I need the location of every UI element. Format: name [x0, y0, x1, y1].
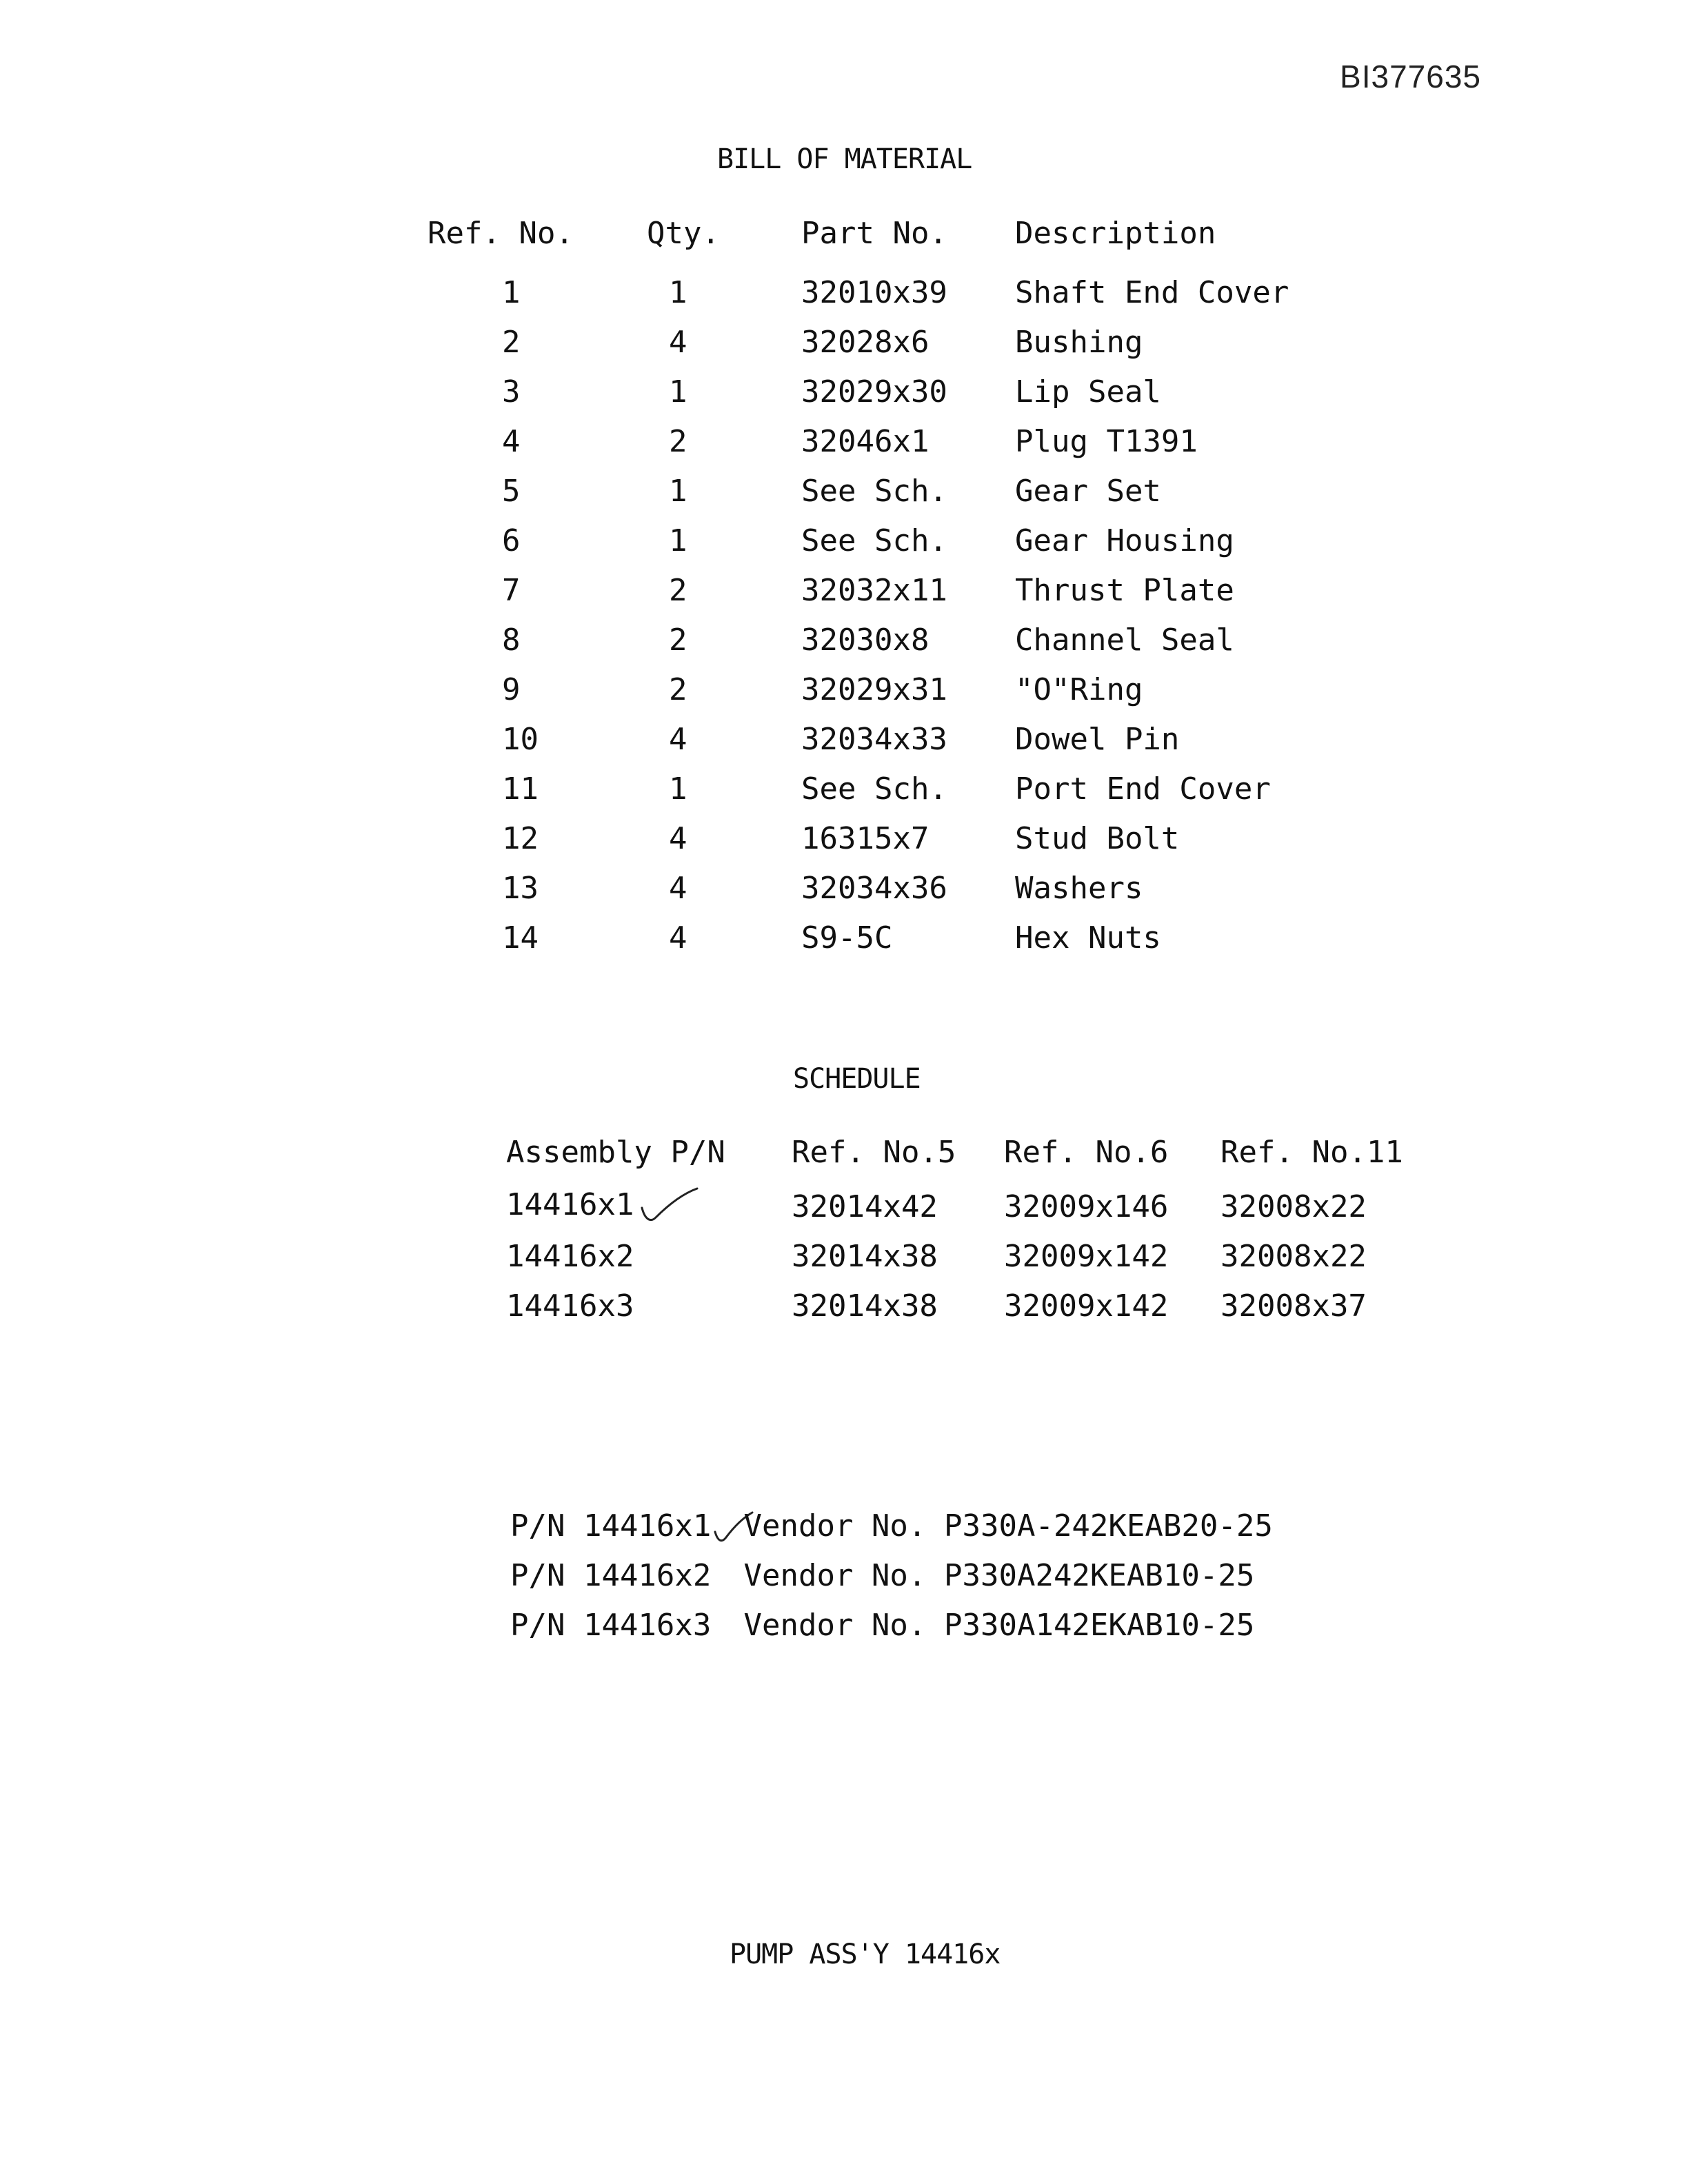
bom-part: See Sch.: [801, 523, 947, 558]
bom-qty: 2: [669, 622, 687, 658]
checkmark-icon: [638, 1187, 700, 1226]
bom-desc: Thrust Plate: [1015, 572, 1234, 608]
vendor-number-list: [510, 1502, 1273, 1650]
vendor-number: P330A-242KEAB20-25: [944, 1508, 1273, 1544]
vendor-label: Vendor No.: [743, 1558, 927, 1593]
table-row: [428, 813, 1332, 863]
schedule-assembly: 14416x1: [506, 1187, 634, 1222]
schedule-header-ref6: Ref. No.6: [1004, 1134, 1169, 1170]
bom-qty: 2: [669, 572, 687, 608]
bom-desc: Gear Housing: [1015, 523, 1234, 558]
schedule-ref6: 32009x142: [1004, 1288, 1169, 1324]
table-row: [428, 466, 1332, 516]
schedule-header-row: [506, 1122, 1403, 1182]
bill-of-material-table: [428, 205, 1332, 962]
schedule-title: SCHEDULE: [793, 1063, 921, 1095]
bom-header-ref: Ref. No.: [428, 215, 574, 251]
bom-qty: 2: [669, 423, 687, 459]
bill-of-material-title: BILL OF MATERIAL: [717, 143, 972, 175]
bom-ref: 6: [502, 523, 521, 558]
schedule-ref11: 32008x22: [1220, 1189, 1367, 1224]
table-row: [428, 367, 1332, 416]
bom-desc: Bushing: [1015, 324, 1143, 360]
assembly-footer-title: PUMP ASS'Y 14416x: [730, 1939, 1001, 1970]
bom-desc: "O"Ring: [1015, 671, 1143, 707]
bom-part: 32010x39: [801, 274, 947, 310]
bom-desc: Washers: [1015, 870, 1143, 906]
bom-qty: 1: [669, 473, 687, 509]
schedule-header-ref11: Ref. No.11: [1220, 1134, 1403, 1170]
bom-ref: 13: [502, 870, 539, 906]
bom-ref: 2: [502, 324, 521, 360]
bom-qty: 2: [669, 671, 687, 707]
table-row: [428, 317, 1332, 367]
bom-qty: 4: [669, 820, 687, 856]
vendor-pn: P/N 14416x2: [510, 1558, 712, 1593]
table-row: [506, 1231, 1403, 1281]
bom-part: See Sch.: [801, 473, 947, 509]
schedule-table: [506, 1122, 1403, 1331]
bom-desc: Hex Nuts: [1015, 920, 1161, 956]
bom-qty: 4: [669, 920, 687, 956]
bom-qty: 1: [669, 374, 687, 410]
bom-qty: 1: [669, 274, 687, 310]
bom-desc: Channel Seal: [1015, 622, 1234, 658]
schedule-ref5: 32014x38: [792, 1288, 938, 1324]
bom-ref: 11: [502, 771, 539, 807]
bom-part: 32046x1: [801, 423, 930, 459]
bom-ref: 5: [502, 473, 521, 509]
bom-desc: Port End Cover: [1015, 771, 1271, 807]
table-row: [506, 1281, 1403, 1331]
bom-qty: 4: [669, 324, 687, 360]
bom-qty: 1: [669, 771, 687, 807]
bom-ref: 9: [502, 671, 521, 707]
bom-qty: 4: [669, 870, 687, 906]
document-id: BI377635: [1340, 59, 1481, 94]
vendor-label: Vendor No.: [743, 1508, 927, 1544]
bom-header-row: [428, 205, 1332, 261]
bom-part: 32029x31: [801, 671, 947, 707]
bom-part: 32028x6: [801, 324, 930, 360]
vendor-number: P330A142EKAB10-25: [944, 1608, 1255, 1643]
list-item: [510, 1601, 1273, 1650]
bom-ref: 4: [502, 423, 521, 459]
bom-header-part: Part No.: [801, 215, 947, 251]
schedule-assembly: 14416x3: [506, 1288, 634, 1324]
bom-desc: Lip Seal: [1015, 374, 1161, 410]
vendor-label: Vendor No.: [743, 1608, 927, 1643]
schedule-assembly-cell: [506, 1182, 792, 1231]
bom-desc: Dowel Pin: [1015, 721, 1180, 757]
bom-ref: 1: [502, 274, 521, 310]
table-row: [428, 416, 1332, 466]
bom-header-desc: Description: [1015, 215, 1216, 251]
bom-part: 32032x11: [801, 572, 947, 608]
table-row: [428, 565, 1332, 615]
bom-ref: 8: [502, 622, 521, 658]
bom-ref: 7: [502, 572, 521, 608]
schedule-header-ref5: Ref. No.5: [792, 1134, 956, 1170]
bom-part: S9-5C: [801, 920, 893, 956]
bom-ref: 14: [502, 920, 539, 956]
vendor-number: P330A242KEAB10-25: [944, 1558, 1255, 1593]
bom-part: 32034x36: [801, 870, 947, 906]
bom-desc: Stud Bolt: [1015, 820, 1180, 856]
bom-part: See Sch.: [801, 771, 947, 807]
table-row: [428, 261, 1332, 317]
bom-qty: 1: [669, 523, 687, 558]
schedule-ref6: 32009x142: [1004, 1238, 1169, 1274]
bom-part: 32030x8: [801, 622, 930, 658]
bom-ref: 3: [502, 374, 521, 410]
bom-ref: 12: [502, 820, 539, 856]
bom-part: 32034x33: [801, 721, 947, 757]
vendor-pn: P/N 14416x3: [510, 1608, 712, 1643]
schedule-ref6: 32009x146: [1004, 1189, 1169, 1224]
bom-qty: 4: [669, 721, 687, 757]
table-row: [428, 863, 1332, 913]
bom-header-qty: Qty.: [647, 215, 720, 251]
schedule-assembly: 14416x2: [506, 1238, 634, 1274]
bom-part: 32029x30: [801, 374, 947, 410]
vendor-pn-cell: [510, 1502, 725, 1551]
bom-desc: Shaft End Cover: [1015, 274, 1289, 310]
schedule-ref11: 32008x22: [1220, 1238, 1367, 1274]
bom-part: 16315x7: [801, 820, 930, 856]
list-item: [510, 1551, 1273, 1601]
schedule-header-assembly: Assembly P/N: [506, 1134, 725, 1170]
schedule-ref5: 32014x38: [792, 1238, 938, 1274]
table-row: [428, 516, 1332, 565]
table-row: [428, 714, 1332, 764]
bom-desc: Gear Set: [1015, 473, 1161, 509]
table-row: [428, 913, 1332, 962]
table-row: [428, 615, 1332, 665]
bom-desc: Plug T1391: [1015, 423, 1198, 459]
table-row: [428, 665, 1332, 714]
vendor-pn: P/N 14416x1: [510, 1508, 712, 1544]
list-item: [510, 1502, 1273, 1551]
schedule-ref5: 32014x42: [792, 1189, 938, 1224]
table-row: [506, 1182, 1403, 1231]
table-row: [428, 764, 1332, 813]
bom-ref: 10: [502, 721, 539, 757]
schedule-ref11: 32008x37: [1220, 1288, 1367, 1324]
